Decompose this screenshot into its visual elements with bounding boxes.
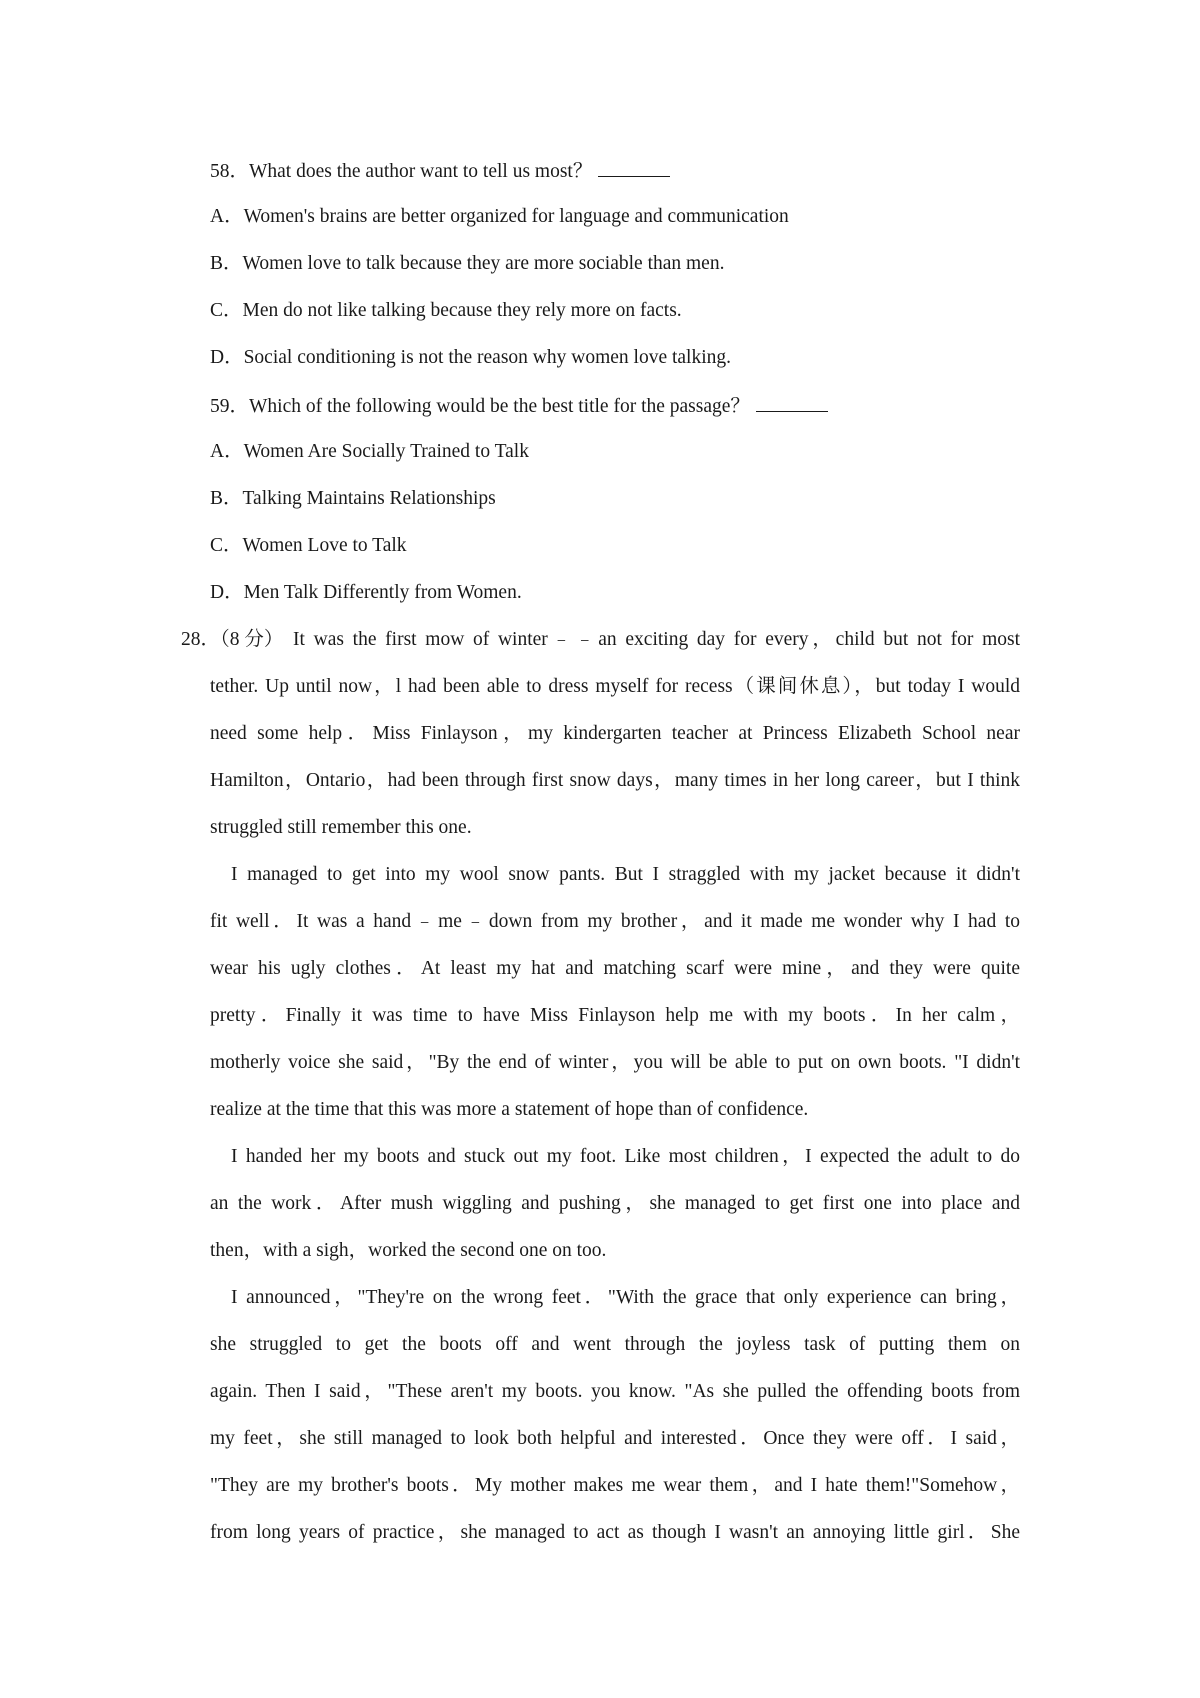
- passage-line: motherly voice she said，"By the end of winter，you will be able to put on own boots. "I didn't: [210, 1052, 1020, 1073]
- passage-line: I announced，"They're on the wrong feet．"With the grace that only experience can bring，: [231, 1287, 1020, 1308]
- question-58-option-c: C．Men do not like talking because they rely more on facts.: [210, 300, 682, 321]
- passage-line: she struggled to get the boots off and went through the joyless task of putting them on: [210, 1334, 1020, 1355]
- question-59-option-a: A．Women Are Socially Trained to Talk: [210, 441, 529, 462]
- passage-line: tether. Up until now，l had been able to dress myself for recess（课间休息），but today I would: [210, 676, 1020, 697]
- passage-line: an the work．After mush wiggling and pushing，she managed to get first one into place and: [210, 1193, 1020, 1214]
- passage-line: I handed her my boots and stuck out my foot. Like most children，I expected the adult to do: [231, 1146, 1020, 1167]
- passage-line: struggled still remember this one.: [210, 817, 472, 838]
- question-59-stem: [210, 393, 828, 419]
- passage-line: need some help．Miss Finlayson，my kindergarten teacher at Princess Elizabeth School near: [210, 723, 1020, 744]
- question-58-option-b: B．Women love to talk because they are more sociable than men.: [210, 253, 725, 274]
- passage-line: fit well．It was a hand﹣me﹣down from my brother，and it made me wonder why I had to: [210, 911, 1020, 932]
- passage-line: again. Then I said，"These aren't my boots. you know. "As she pulled the offending boots from: [210, 1381, 1020, 1402]
- question-58-text: 58．What does the author want to tell us most？: [210, 161, 593, 182]
- question-58-option-a: A．Women's brains are better organized for language and communication: [210, 206, 789, 227]
- passage-line: my feet，she still managed to look both helpful and interested．Once they were off．I said，: [210, 1428, 1020, 1449]
- question-59-option-c: C．Women Love to Talk: [210, 535, 407, 556]
- passage-line: pretty．Finally it was time to have Miss Finlayson help me with my boots．In her calm，: [210, 1005, 1020, 1026]
- question-58-stem: [210, 158, 670, 184]
- question-59-option-b: B．Talking Maintains Relationships: [210, 488, 496, 509]
- question-59-option-d: D．Men Talk Differently from Women.: [210, 582, 522, 603]
- passage-line: "They are my brother's boots．My mother makes me wear them，and I hate them!"Somehow，: [210, 1475, 1020, 1496]
- passage-line: then，with a sigh，worked the second one on too.: [210, 1240, 607, 1261]
- question-58-option-d: D．Social conditioning is not the reason why women love talking.: [210, 347, 732, 368]
- passage-line: wear his ugly clothes．At least my hat and matching scarf were mine，and they were quite: [210, 958, 1020, 979]
- answer-blank-59[interactable]: [756, 393, 828, 412]
- answer-blank-58[interactable]: [598, 158, 670, 177]
- passage-line: from long years of practice，she managed to act as though I wasn't an annoying little girl．She: [210, 1522, 1020, 1543]
- question-59-text: 59．Which of the following would be the best title for the passage？: [210, 396, 750, 417]
- passage-line: Hamilton，Ontario，had been through first snow days，many times in her long career，but I think: [210, 770, 1020, 791]
- question-28-number: 28．（8 分）: [181, 629, 284, 650]
- passage-line: realize at the time that this was more a statement of hope than of confidence.: [210, 1099, 809, 1120]
- passage-line: It was the first mow of winter﹣﹣an exciting day for every，child but not for most: [293, 629, 1020, 650]
- passage-line: I managed to get into my wool snow pants. But I straggled with my jacket because it didn't: [231, 864, 1020, 885]
